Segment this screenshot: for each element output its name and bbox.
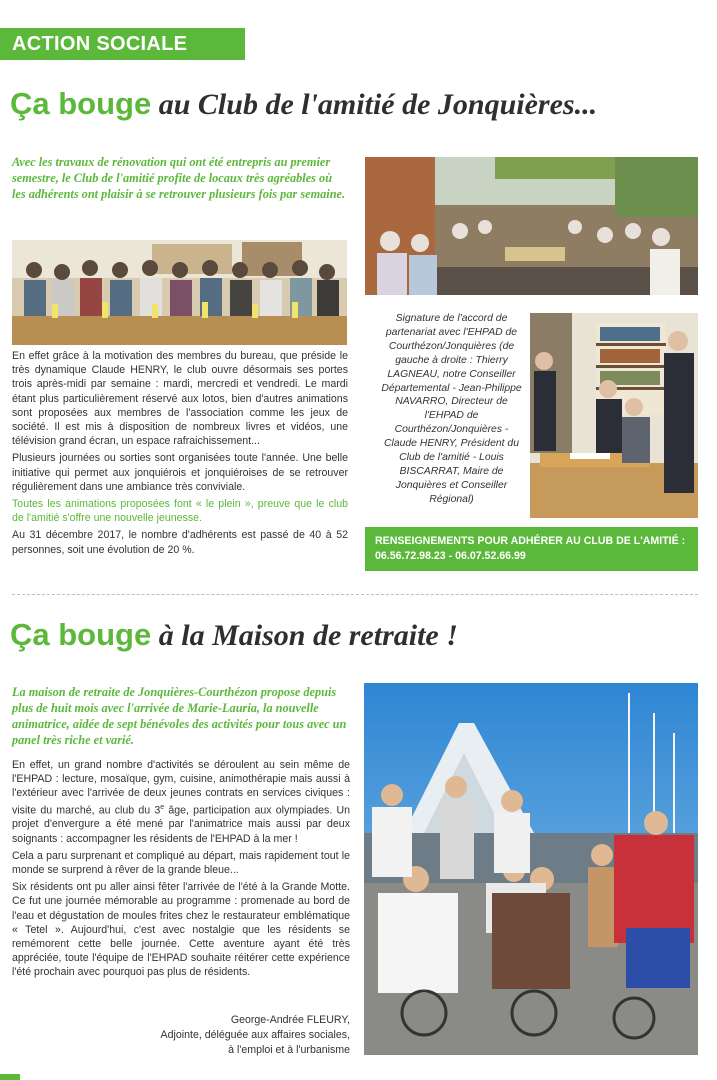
article1-intro: Avec les travaux de rénovation qui ont été entrepris au premier semestre, le Club de l'amitié profite de locaux très agréables où les adhérents ont plaisir à se retrouver plusieurs fois par semaine. bbox=[12, 155, 346, 201]
signature-photo bbox=[530, 313, 698, 518]
article1-title-rest: au Club de l'amitié de Jonquières... bbox=[158, 88, 598, 121]
section-divider bbox=[12, 594, 698, 595]
article2-intro: La maison de retraite de Jonquières-Courthézon propose depuis plus de huit mois avec l'arrivée de Marie-Lauria, la nouvelle animatrice, aidée de sept bénévoles des activités pour tous avec un panel très riche et varié. bbox=[12, 685, 347, 747]
footer-accent-bar bbox=[0, 1074, 20, 1080]
club-group-photo bbox=[12, 240, 347, 345]
article1-paragraph: En effet grâce à la motivation des membres du bureau, que préside le très dynamique Claude HENRY, le club ouvre désormais ses portes trois après-midi par semaine : mardi, mercredi et vendredi. Le mardi étant plus particulièrement réservé aux lotos, bien d'autres animations sont proposées aux membres de l'association comme les jeux de société. Il est mis à disposition de nombreux livres et vidéos, une télévision grand écran, un espace rafraichissement... bbox=[12, 350, 348, 448]
article2-paragraph bbox=[12, 758, 350, 846]
article1-paragraph-highlight: Toutes les animations proposées font « le plein », preuve que le club de l'amitié s'offre une nouvelle jeunesse. bbox=[12, 498, 348, 525]
article2-signature bbox=[150, 1013, 350, 1058]
article2-title-accent: Ça bouge bbox=[10, 617, 152, 652]
article2-paragraph: Cela a paru surprenant et compliqué au départ, mais rapidement tout le monde se surprend à rêver de la grande bleue... bbox=[12, 849, 350, 876]
signature-role: Adjointe, déléguée aux affaires sociales, bbox=[160, 1029, 350, 1041]
article1-title bbox=[10, 86, 597, 122]
membership-info-box: RENSEIGNEMENTS POUR ADHÉRER AU CLUB DE L'AMITIÉ : 06.56.72.98.23 - 06.07.52.66.99 bbox=[365, 527, 698, 571]
article1-paragraph: Plusieurs journées ou sorties sont organisées toute l'année. Une belle initiative qui permet aux jonquiérois et jonquiéroises de se retrouver régulièrement dans une ambiance très conviviale. bbox=[12, 452, 348, 493]
article1-body bbox=[12, 349, 348, 560]
signature-name: George-Andrée FLEURY, bbox=[230, 1014, 350, 1026]
article2-p1-part-a: En effet, un grand nombre d'activités se déroulent au sein même de l'EHPAD : lecture, mosaïque, gym, cuisine, animothérapie mais aussi à l'extérieur avec l'arrivée de deux jeunes contrats en services civiques : visite du marché, au club du 3 bbox=[12, 759, 350, 817]
article2-title-rest: à la Maison de retraite ! bbox=[158, 619, 458, 652]
signature-caption: Signature de l'accord de partenariat avec l'EHPAD de Courthézon/Jonquières (de gauche à droite : Thierry LAGNEAU, notre Conseiller Départemental - Jean-Philippe NAVARRO, Directeur de l'EHPAD de Courthézon/Jonquières - Claude HENRY, Président du Club de l'amitié - Louis BISCARRAT, Maire de Jonquières et Conseiller Régional) bbox=[381, 313, 522, 505]
seaside-outing-photo bbox=[364, 683, 698, 1055]
signature-role-continued: à l'emploi et à l'urbanisme bbox=[228, 1044, 350, 1056]
terrace-photo bbox=[365, 157, 698, 295]
article1-paragraph: Au 31 décembre 2017, le nombre d'adhérents est passé de 40 à 52 personnes, soit une évolution de 20 %. bbox=[12, 529, 348, 556]
article2-paragraph: Six résidents ont pu aller ainsi fêter l'arrivée de l'été à la Grande Motte. Ce fut une journée mémorable au programme : promenade au bord de l'eau et dégustation de moules frites chez le restaurateur emblématique « Tetel ». Aujourd'hui, c'est avec nostalgie que les résidents se remémorent cette belle journée. Cette aventure ayant été très appréciée, toute l'équipe de l'EHPAD souhaite réitérer cette expérience l'été prochain avec pourquoi pas plus de résidents. bbox=[12, 881, 350, 979]
article2-p1-superscript: e bbox=[160, 803, 165, 811]
section-tag: ACTION SOCIALE bbox=[0, 28, 245, 60]
article1-title-accent: Ça bouge bbox=[10, 86, 152, 121]
article2-title bbox=[10, 617, 458, 653]
article2-body bbox=[12, 758, 350, 983]
article2-p1-part-b: âge, participation aux olympiades. Un projet d'envergure a été mené par l'animatrice mais aussi par deux soignants : accompagner les résidents de l'EHPAD à la mer ! bbox=[12, 804, 350, 845]
